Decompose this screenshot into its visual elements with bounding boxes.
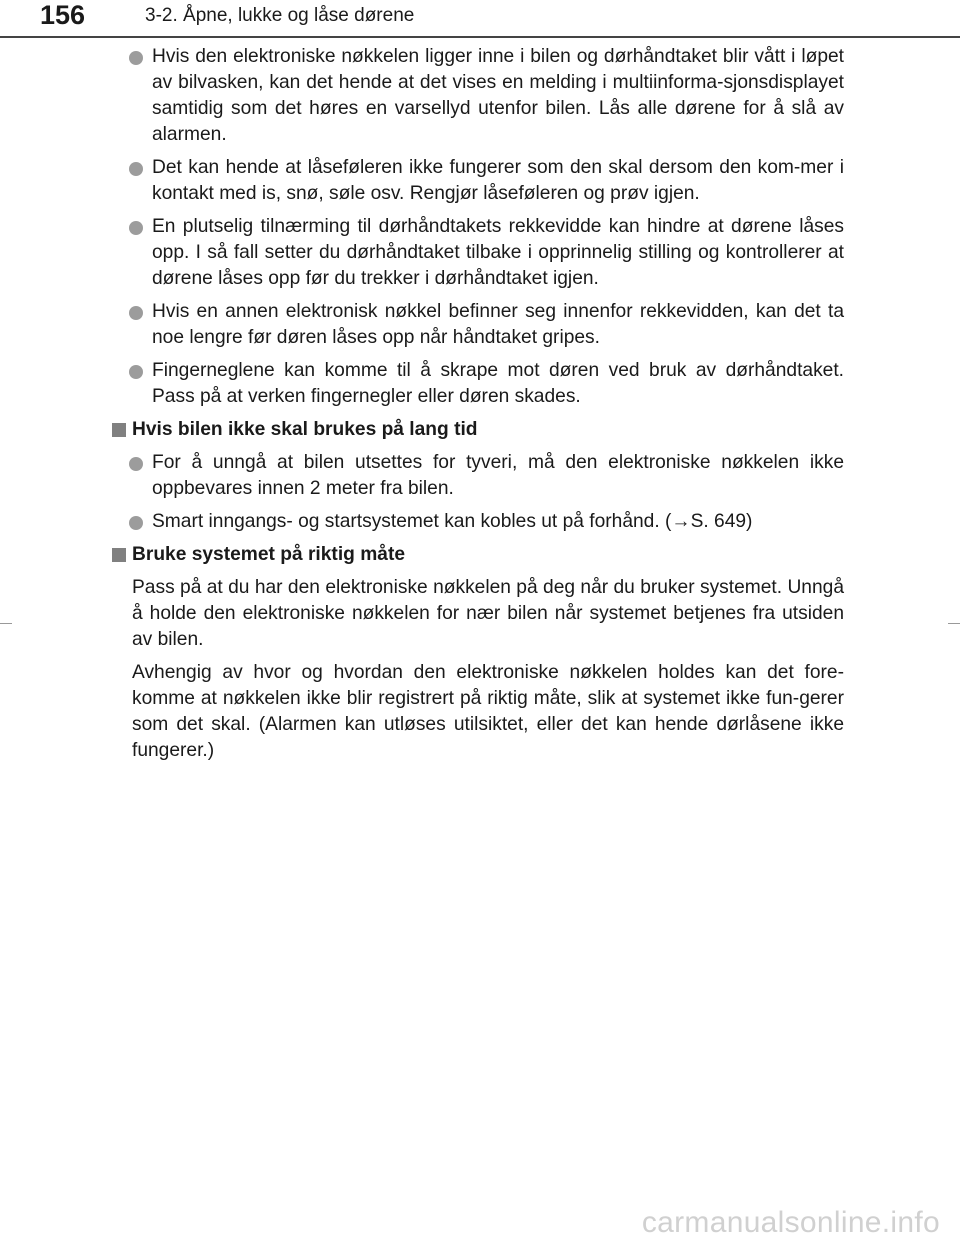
square-bullet-icon	[112, 548, 126, 562]
watermark: carmanualsonline.info	[641, 1206, 940, 1239]
bullet-text: Hvis en annen elektronisk nøkkel befinner seg innenfor rekkevidden, kan det ta noe lengre før døren låses opp når håndtaket gripes.	[152, 301, 844, 348]
crop-mark-right	[948, 623, 960, 624]
paragraph: Avhengig av hvor og hvordan den elektroniske nøkkelen holdes kan det fore-komme at nøkkelen ikke blir registrert på riktig måte, slik at systemet ikke fun-gerer som det skal. (Alarmen kan utløses utilsiktet, eller det kan hende dørlåsene ikke fungerer.)	[132, 662, 844, 761]
section-heading-correct-use	[112, 542, 844, 568]
bullet-text: Det kan hende at låseføleren ikke fungerer som den skal dersom den kom-mer i kontakt med is, snø, søle osv. Rengjør låseføleren og prøv igjen.	[152, 157, 844, 204]
bullet-text: For å unngå at bilen utsettes for tyveri, må den elektroniske nøkkelen ikke oppbevares innen 2 meter fra bilen.	[152, 452, 844, 499]
bullet-dot-icon	[129, 51, 143, 65]
bullet-item	[112, 299, 844, 351]
paragraph: Pass på at du har den elektroniske nøkkelen på deg når du bruker systemet. Unngå å holde den elektroniske nøkkelen for nær bilen når systemet betjenes fra utsiden av bilen.	[132, 577, 844, 650]
header-rule	[0, 36, 960, 38]
bullet-text: Fingerneglene kan komme til å skrape mot døren ved bruk av dørhåndtaket. Pass på at verken fingernegler eller døren skades.	[152, 360, 844, 407]
section-title: 3-2. Åpne, lukke og låse dørene	[145, 5, 415, 26]
page-number: 156	[40, 0, 86, 30]
page-body	[112, 44, 844, 771]
square-bullet-icon	[112, 423, 126, 437]
bullet-text: Smart inngangs- og startsystemet kan kobles ut på forhånd. (→S. 649)	[152, 511, 753, 532]
bullet-dot-icon	[129, 306, 143, 320]
bullet-dot-icon	[129, 365, 143, 379]
heading-text: Hvis bilen ikke skal brukes på lang tid	[132, 419, 478, 440]
bullet-text: En plutselig tilnærming til dørhåndtakets rekkevidde kan hindre at dørene låses opp. I så fall setter du dørhåndtaket tilbake i opprinnelig stilling og kontrollerer at dørene låses opp før du trekker i dørhåndtaket igjen.	[152, 216, 844, 289]
bullet-item	[112, 44, 844, 148]
bullet-item	[112, 358, 844, 410]
bullet-item	[112, 450, 844, 502]
bullet-text: Hvis den elektroniske nøkkelen ligger inne i bilen og dørhåndtaket blir vått i løpet av bilvasken, kan det hende at det vises en melding i multiinforma-sjonsdisplayet samtidig som det høres en varsellyd utenfor bilen. Lås alle dørene for å slå av alarmen.	[152, 46, 844, 145]
bullet-dot-icon	[129, 162, 143, 176]
bullet-item	[112, 155, 844, 207]
bullet-dot-icon	[129, 221, 143, 235]
bullet-dot-icon	[129, 457, 143, 471]
crop-mark-left	[0, 623, 12, 624]
bullet-item	[112, 214, 844, 292]
bullet-dot-icon	[129, 516, 143, 530]
bullet-item	[112, 509, 844, 535]
section-heading-long-term	[112, 417, 844, 443]
heading-text: Bruke systemet på riktig måte	[132, 544, 406, 565]
